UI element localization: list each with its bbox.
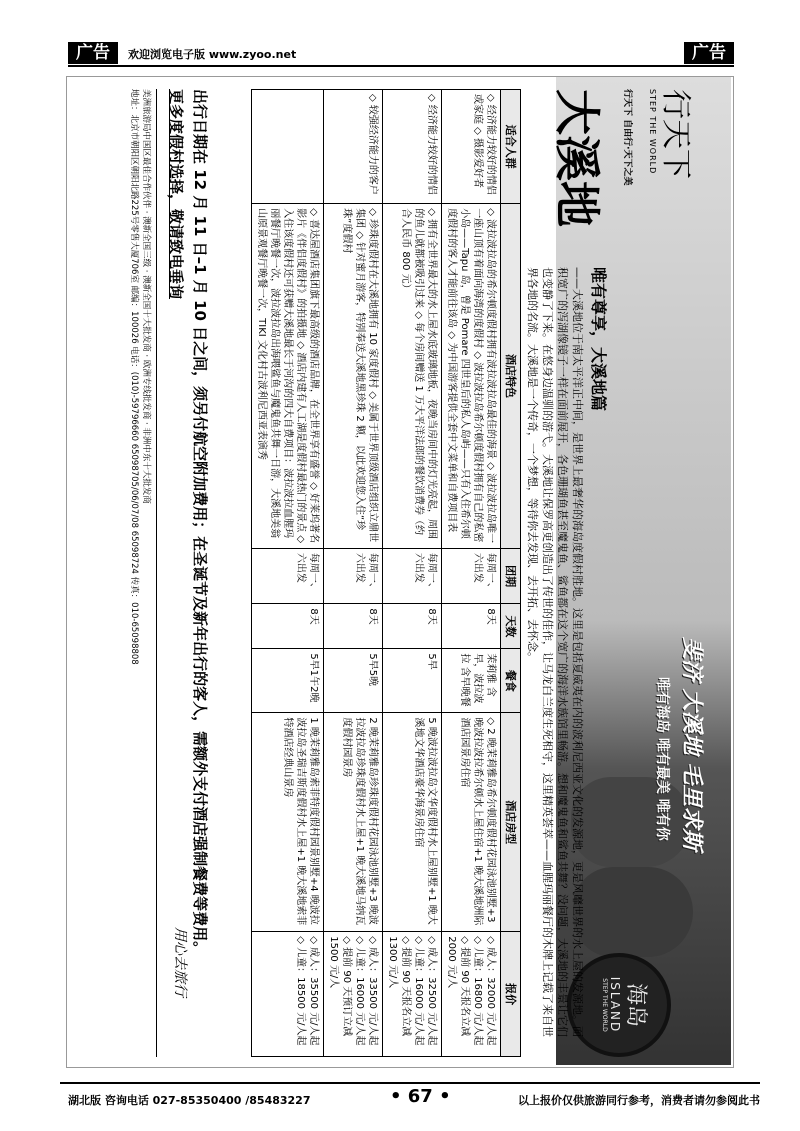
cell-days: 8天 [324,604,383,649]
partners-line: 美洲旅游局中国区最佳合作伙伴 · 澳新全国三级 · 澳新全国十大批发商 · 欧洲专线批发商 · 非洲中东十大批发商 [141,89,151,504]
cell-schedule: 每周一、六出发 [383,548,442,604]
col-price: 报价 [501,932,521,1057]
cell-audience: ◇ 较强经济能力的客户 [324,90,383,204]
table-row [324,90,383,1057]
brand-logo [641,89,701,199]
more-resorts-cta: 更多度假村选择，敬请致电垂询 [167,89,185,300]
advertisement-frame [66,76,734,1068]
col-feature: 酒店特色 [501,204,521,549]
footer-left: 湖北版 咨询电话 027-85350400 /85483227 [68,1094,311,1107]
destination-title: 大溪地 [550,89,604,227]
logo-slogan: 行天下 自由行·天下之美 [622,89,632,186]
slogan-big: 斐济 大溪地 毛里求斯 [679,637,704,851]
cell-price: ◇ 成人：32000 元/人起 ◇ 儿童：16800 元/人起 ◇ 提前 90 天报名立减 2000 元/人 [442,932,501,1057]
package-table [251,89,521,1057]
table-header-row [501,90,521,1057]
table-row [442,90,501,1057]
cell-meals: 5早1午2晚 [252,649,324,713]
headline: 唯有尊享，大溪地篇 [589,267,608,412]
cell-feature: ◇ 波拉波拉岛的希尔顿度假村拥有波拉波拉岛最佳的海景 ◇ 波拉波拉岛唯一一座山顶有着面向海湾的度假村 ◇ 波拉波拉岛希尔顿度假村拥有自己的私密小岛——Tapu 岛，曾是 Pomare 四世皇后的私人岛屿——只有入住希尔顿度假村的客人才能前往该岛 ◇ 为中国游客提供全套中文菜单和自费项目表 [442,204,501,549]
table-row [383,90,442,1057]
cell-price: ◇ 成人：35500 元/人起 ◇ 儿童：18500 元/人起 [252,932,324,1057]
signature-logo: 用心去旅行 [172,927,188,997]
cell-price: ◇ 成人：33500 元/人起 ◇ 儿童：16000 元/人起 ◇ 提前 90 天预订立减 1500 元/人 [324,932,383,1057]
ad-tag-left: 广告 [68,42,118,64]
cell-room: ◇ 2 晚茉莉雅岛希尔顿度假村花园泳池别墅+3 晚波拉波拉希尔顿水上屋住宿+1 晚大溪地洲际酒店园景房住宿 [442,713,501,932]
page-footer [60,1082,760,1114]
top-rule [68,65,734,67]
slogan-mid: 唯有海岛 唯有最美 唯有你 [654,677,670,841]
cell-days: 8天 [252,604,324,649]
footer-right: 以上报价仅供旅游同行参考，消费者请勿参阅此书 [518,1094,760,1107]
travel-dates-note: 出行日期在 12 月 11 日–1 月 10 日之间，须另付航空附加费用；在圣诞节及新年出行的客人，需额外支付酒店强制餐费等费用。 [191,89,209,957]
col-meals: 餐食 [501,649,521,713]
cell-feature: ◇ 喜达屋酒店集团旗下最高级的酒店品牌，在全世界享有盛誉 ◇ 好莱坞著名影片《伴侣度假村》的拍摄地 ◇ 酒店内建有人工湖是度假村最热门的景点 ◇ 入住该度假村还可获赠大溪地最长于河沟的四大自费项目：波拉波拉血腥玛丽餐厅晚餐一次，波拉波拉岛出海喂鲨鱼与魔鬼鱼共舞一日游，大溪地美翁山原景观餐厅晚餐一次，TIKI 文化村古波利尼西亚表演秀 [252,204,324,549]
cell-room: 2 晚茉莉雅岛珍珠度假村花园泳池别墅+3 晚波拉波拉岛珍珠度假村水上屋+1 晚大溪地马纳瓦度假村园景房 [324,713,383,932]
cell-audience: ◇ 经济能力较好的情侣或家庭 ◇ 摄影爱好者 [442,90,501,204]
cell-meals: 茉莉雅 含早，波拉波拉 含早晚餐 [442,649,501,713]
cell-days: 8天 [383,604,442,649]
col-days: 天数 [501,604,521,649]
page-number: • 67 • [390,1086,451,1107]
cell-meals: 5早 [383,649,442,713]
col-audience: 适合人群 [501,90,521,204]
cell-days: 8天 [442,604,501,649]
contact-block [128,89,157,1057]
col-schedule: 团期 [501,548,521,604]
logo-mark: 行天下 [658,89,693,179]
seal-cn: 海岛 [623,982,648,1027]
ad-tag-right: 广告 [684,42,734,64]
top-bar [0,38,800,68]
welcome-text: 欢迎浏览电子版 www.zyoo.net [128,48,297,61]
logo-sub: STEP THE WORLD [648,89,657,175]
tourist-photo-2 [573,867,693,957]
cell-feature: ◇ 拥有全世界最大的水上屋水底玻璃地板，夜晚当房间中的灯光亮起，周围的鱼儿就都被吸引过来 ◇ 每个房间赠送 1 万大平洋法郎的餐饮消费券（约合人民币 800 元） [383,204,442,549]
cell-audience: ◇ 经济能力较好的情侣 [383,90,442,204]
cell-feature: ◇ 珍珠度假村在大溪地拥有 10 家度假村 ◇ 美属于世界顶级酒店组织立鼎世集团 ◇ 针对蜜月游客，特别奉送大溪地黑珍珠 2 颗，以此欢迎您入住“珍珠”度假村 [324,204,383,549]
cell-schedule: 每周一、六出发 [252,548,324,604]
cell-room: 1 晚茉莉雅岛索菲特度假村园景别墅+4 晚波拉波拉岛圣瑞吉斯度假村水上屋+1 晚大溪地索菲特酒店经典山景房 [252,713,324,932]
cell-schedule: 每周一、六出发 [324,548,383,604]
cell-room: 5 晚波拉波拉岛文华度假村水上屋别墅+1 晚大溪地文华酒店豪华海景房住宿 [383,713,442,932]
table-row [252,90,324,1057]
cell-schedule: 每周一、六出发 [442,548,501,604]
cell-price: ◇ 成人：32500 元/人起 ◇ 儿童：16000 元/人起 ◇ 提前 90 天报名立减 1300 元/人 [383,932,442,1057]
cell-audience [252,90,324,204]
seal-en: ISLAND [608,976,622,1034]
tourist-photo-1 [571,777,691,867]
address-line: 地址：北京市朝阳区朝阳北路225号零售大厦706室 邮编：100026 电话：(010)-59796660 65098705/06/07/08 65098724 传真：010-65098808 [129,89,139,665]
rotated-ad-content [67,77,731,1065]
seal-small: STEP THE WORLD [601,978,608,1032]
col-room: 酒店房型 [501,713,521,932]
intro-paragraph: ——大溪地位于南太平洋正中间，是世界上最奢华的海岛度假村胜地。这里是包括夏威夷在内的波利尼西亚文化的发源地，更是风靡世界的水上屋的发源地。面积宽广的泻湖像镜子一样在面前展开，各色珊瑚鱼甚至魔鬼鱼、鲨鱼都在这个宽广的海洋水族馆里畅游。想和魔鬼鱼和鲨鱼共舞？没问题，大溪地的丰景让它们也变静了下来。在悠身边温驯的游弋。大溪地让保罗高更创造出了传世的佳作，让马龙白兰度生死相守，这里精英荟萃——血腥玛丽餐厅的木牌上记载了来自世界各地的名流。大溪地是一个传奇，一个梦想，等待你去发现、去开拓、去怀念。 [526,267,584,1037]
cell-meals: 5早5晚 [324,649,383,713]
